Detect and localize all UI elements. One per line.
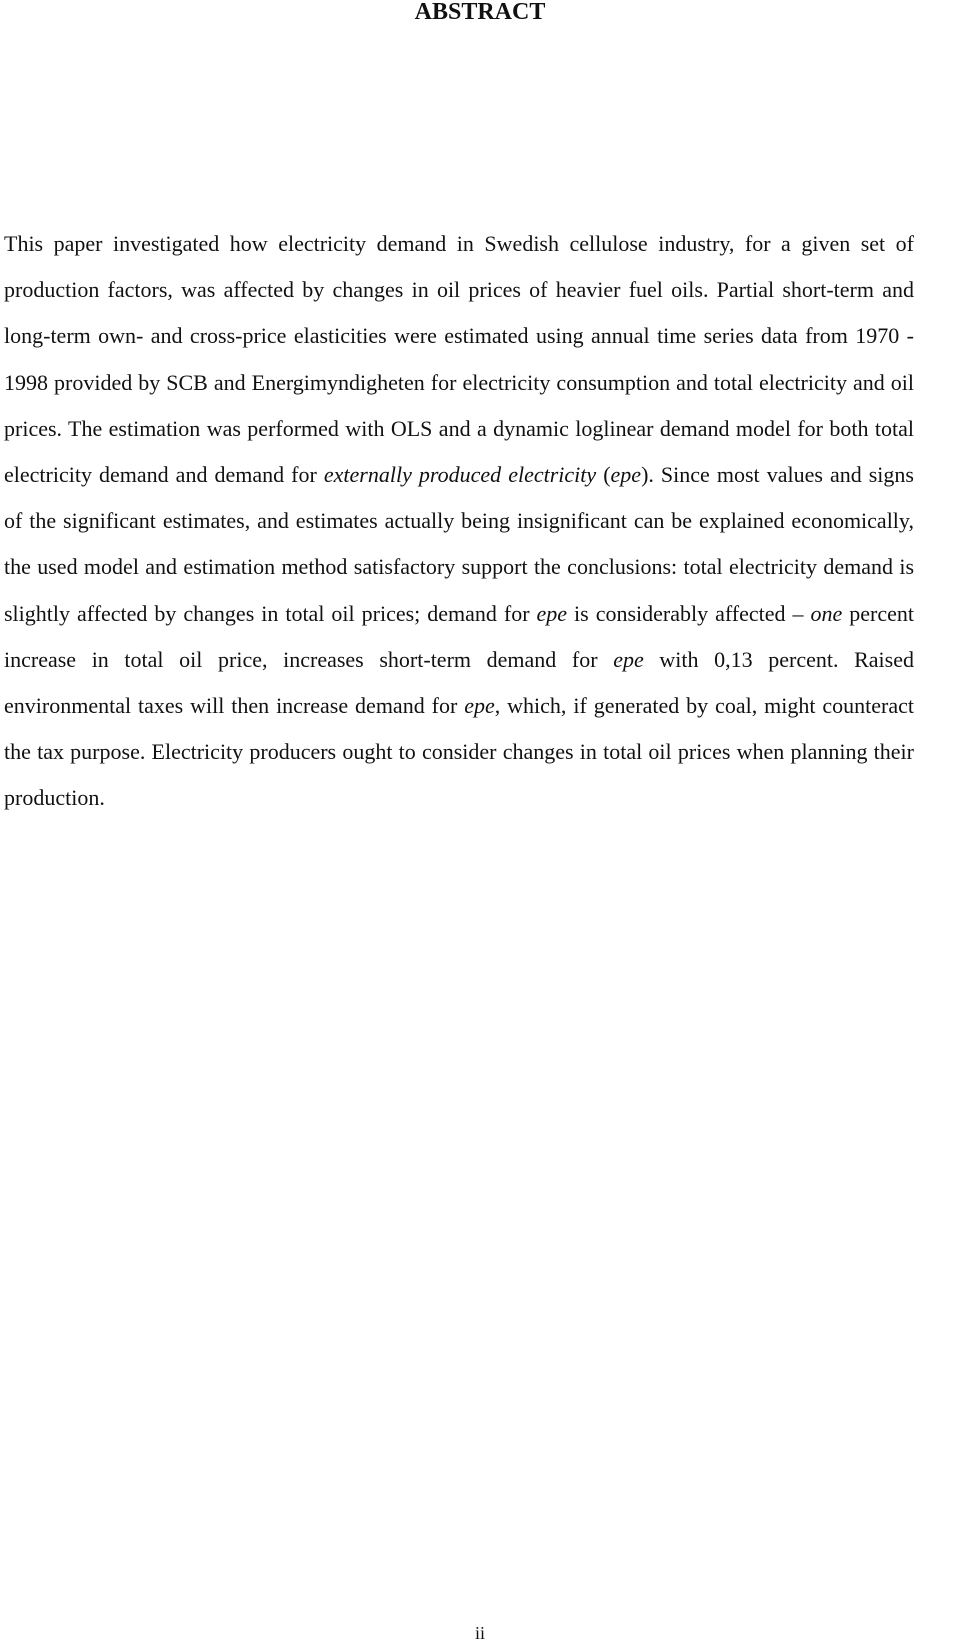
page-title: ABSTRACT xyxy=(414,0,546,25)
abstract-text: ( xyxy=(596,462,611,488)
emphasis-term: epe xyxy=(536,600,568,626)
abstract-text: ). Since most values and signs of the significant estimates, and estimates actually being insignificant can be explained economically, the used model and estimation method satisfactory support the conclusions: total electricity demand is slightly affected by changes in total oil prices; demand for xyxy=(4,462,914,626)
emphasis-term: epe xyxy=(464,693,495,719)
abstract-text: with 0,13 percent. Raised environmental taxes will then increase demand for xyxy=(4,646,914,719)
abstract-text: This paper investigated how electricity demand in Swedish cellulose industry, for a given set of production factors, was affected by changes in oil prices of heavier fuel oils. Partial short-term and long-term own- and cross-price elasticities were estimated using annual time series data from 1970 - 1998 provided by SCB and Energimyndigheten for electricity consumption and total electricity and oil prices. The estimation was performed with OLS and a dynamic loglinear demand model for both total electricity demand and demand for xyxy=(4,231,914,488)
emphasis-term: one xyxy=(810,600,843,626)
emphasis-term: externally produced electricity xyxy=(323,462,597,488)
emphasis-term: epe xyxy=(610,462,642,488)
abstract-text: , which, if generated by coal, might counteract the tax purpose. Electricity producers ought to consider changes in total oil prices when planning their production. xyxy=(4,693,914,811)
abstract-paragraph xyxy=(4,221,914,822)
abstract-text: is considerably affected – xyxy=(567,600,811,626)
page-number: ii xyxy=(474,1623,485,1643)
emphasis-term: epe xyxy=(613,646,644,672)
abstract-text: percent increase in total oil price, increases short-term demand for xyxy=(4,600,914,672)
